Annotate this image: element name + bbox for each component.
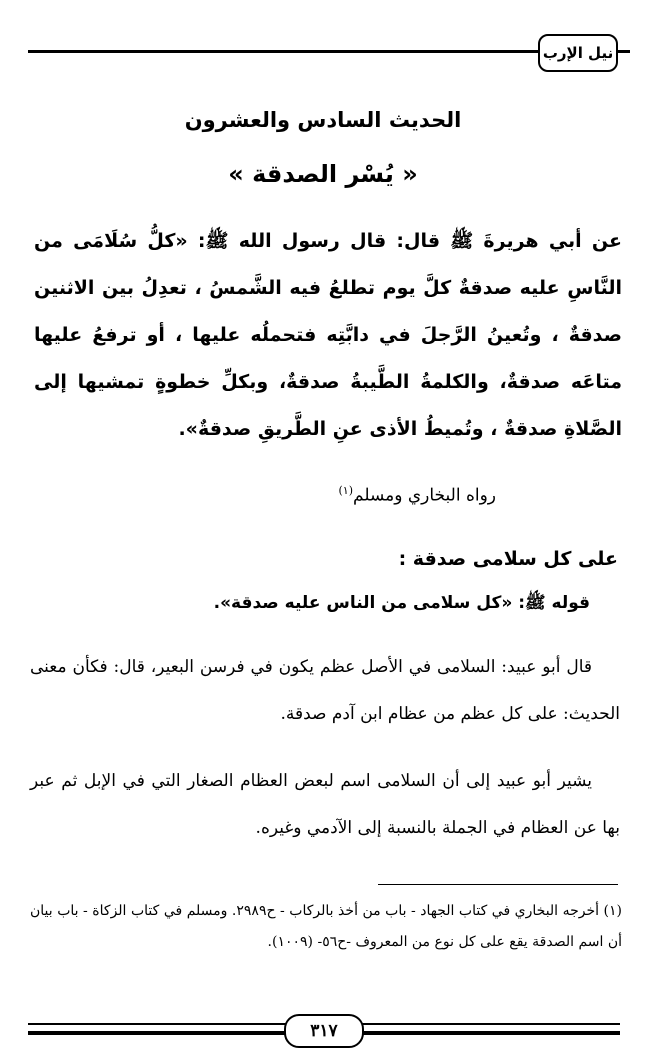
header-rule-tick <box>618 50 630 53</box>
hadith-title: « يُسْر الصدقة » <box>228 160 418 188</box>
footnote-text: (١) أخرجه البخاري في كتاب الجهاد - باب من أخذ بالركاب - ح٢٩٨٩. ومسلم في كتاب الزكاة - باب بيان أن اسم الصدقة يقع على كل نوع من المعروف -ح٥٦- (١٠٠٩). <box>30 903 623 950</box>
running-header-title: نيل الإرب <box>538 34 618 72</box>
hadith-text: عن أبي هريرةَ ﷺ قال: قال رسول الله ﷺ: «كلُّ سُلَامَى من النَّاسِ عليه صدقةٌ كلَّ يوم تطلعُ فيه الشَّمسُ ، تعدِلُ بين الاثنين صدقةٌ ، وتُعينُ الرَّجلَ في دابَّتِه فتحملُه عليها ، أو ترفعُ عليها متاعَه صدقةٌ، والكلمةُ الطَّيبةُ صدقةٌ، وبكلِّ خطوةٍ تمشيها إلى الصَّلاةِ صدقةٌ ، وتُميطُ الأذى عنِ الطَّريقِ صدقةٌ». <box>34 230 622 440</box>
reference-text: رواه البخاري ومسلم <box>353 485 496 506</box>
page-number: ٣١٧ <box>284 1014 364 1048</box>
hadith-number-heading: الحديث السادس والعشرون <box>184 108 462 132</box>
section-quote: قوله ﷺ: «كل سلامى من الناس عليه صدقة». <box>213 593 590 613</box>
section-heading: على كل سلامى صدقة : <box>398 548 618 570</box>
header-rule <box>28 50 618 53</box>
footnote-marker: (١) <box>338 484 354 497</box>
commentary-paragraph: قال أبو عبيد: السلامى في الأصل عظم يكون في فرسن البعير، قال: فكأن معنى الحديث: على كل عظم من عظام ابن آدم صدقة. <box>30 657 620 724</box>
footnote-separator <box>378 884 618 885</box>
hadith-reference <box>339 476 497 511</box>
commentary-paragraph: يشير أبو عبيد إلى أن السلامى اسم لبعض العظام الصغار التي في الإبل ثم عبر بها عن العظام في الجملة بالنسبة إلى الآدمي وغيره. <box>30 771 620 838</box>
